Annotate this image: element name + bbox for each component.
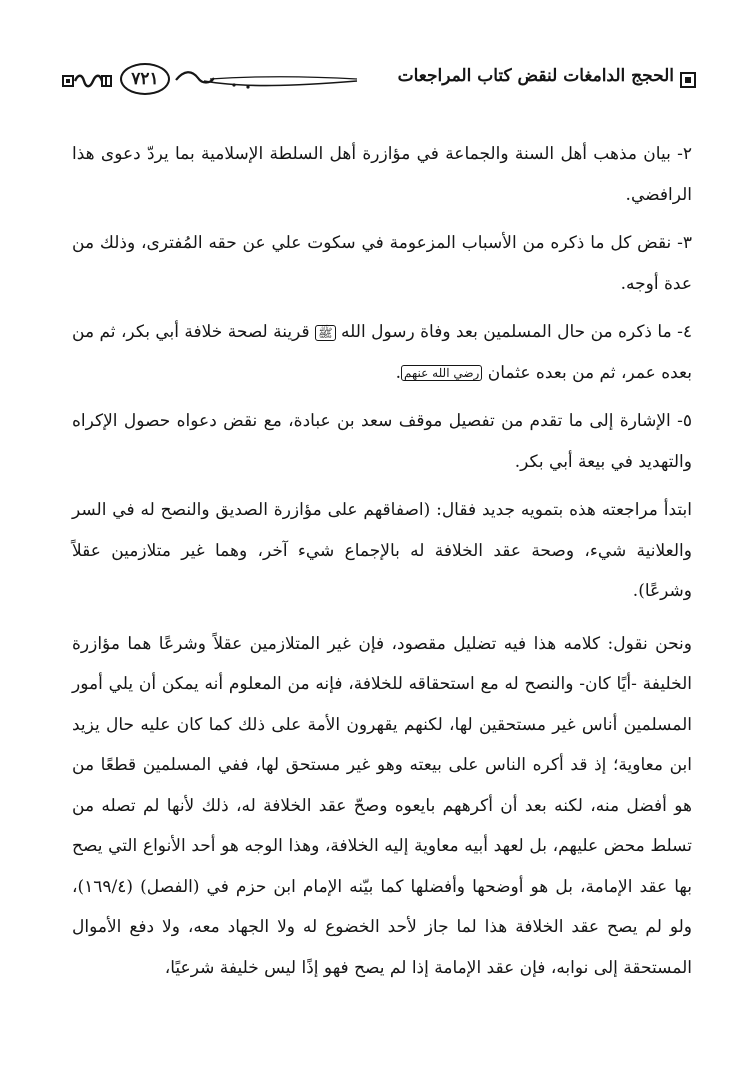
list-item-4 bbox=[72, 312, 692, 393]
swash-ornament-icon bbox=[174, 66, 359, 94]
book-title: الحجج الدامغات لنقض كتاب المراجعات bbox=[397, 66, 674, 86]
ornament-left-icon bbox=[62, 72, 112, 90]
paragraph-response: ونحن نقول: كلامه هذا فيه تضليل مقصود، فإن غير المتلازمين عقلاً وشرعًا هما مؤازرة الخليفة -أيًا كان- والنصح له مع استحقاقه للخلافة، فإنه من المعلوم أنه يمكن أن يلي أمور المسلمين أناس غير مستحقين لها، لكنهم يقهرون الأمة على ذلك كما كان عليه حال يزيد ابن معاوية؛ إذ قد أكره الناس على بيعته وهو غير مستحق لها، ففي المسلمين قطعًا من هو أفضل منه، لكنه بعد أن أكرههم بايعوه وصحّ عقد الخلافة له، ذلك لأنها لم تصله من تسلط محض عليهم، بل لعهد أبيه معاوية إليه الخلافة، وهذا الوجه هو أحد الأنواع التي يصح بها عقد الإمامة، بل هو أوضحها وأفضلها كما بيّنه الإمام ابن حزم في (الفصل) (١٦٩/٤)، ولو لم يصح عقد الخلافة هذا لما جاز لأحد الخضوع له ولا الجهاد معه، ولا دفع الأموال المستحقة إلى نوابه، فإن عقد الإمامة إذا لم يصح فهو إذًا ليس خليفة شرعيًا، bbox=[72, 633, 692, 978]
running-header bbox=[62, 58, 696, 102]
list-item-4-text: ٤- ما ذكره من حال المسلمين بعد وفاة رسول الله bbox=[341, 322, 693, 342]
list-item-5: ٥- الإشارة إلى ما تقدم من تفصيل موقف سعد بن عبادة، مع نقض دعواه حصول الإكراه والتهديد في بيعة أبي بكر. bbox=[72, 411, 692, 472]
paragraph-quote: ابتدأ مراجعته هذه بتمويه جديد فقال: (اصفاقهم على مؤازرة الصديق والنصح له في السر والعلانية شيء، وصحة عقد الخلافة له بالإجماع شيء آخر، وهما غير متلازمين عقلاً وشرعًا). bbox=[72, 500, 692, 601]
page-body bbox=[72, 134, 692, 996]
list-item-3: ٣- نقض كل ما ذكره من الأسباب المزعومة في سكوت علي عن حقه المُفترى، وذلك من عدة أوجه. bbox=[72, 233, 692, 294]
list-item-4-text-cont: قرينة لصحة خلافة أبي بكر، ثم من بعده عمر، ثم من بعده عثمان bbox=[72, 322, 692, 383]
radiya-glyph: رضي الله عنهم bbox=[401, 365, 482, 381]
list-item-4-end: . bbox=[395, 362, 402, 383]
salawat-glyph: ﷺ bbox=[315, 325, 336, 341]
page-number: ٧٢١ bbox=[120, 63, 170, 95]
header-mark-icon bbox=[680, 72, 696, 88]
list-item-2: ٢- بيان مذهب أهل السنة والجماعة في مؤازرة أهل السلطة الإسلامية بما يردّ دعوى هذا الرافضي. bbox=[72, 144, 692, 205]
